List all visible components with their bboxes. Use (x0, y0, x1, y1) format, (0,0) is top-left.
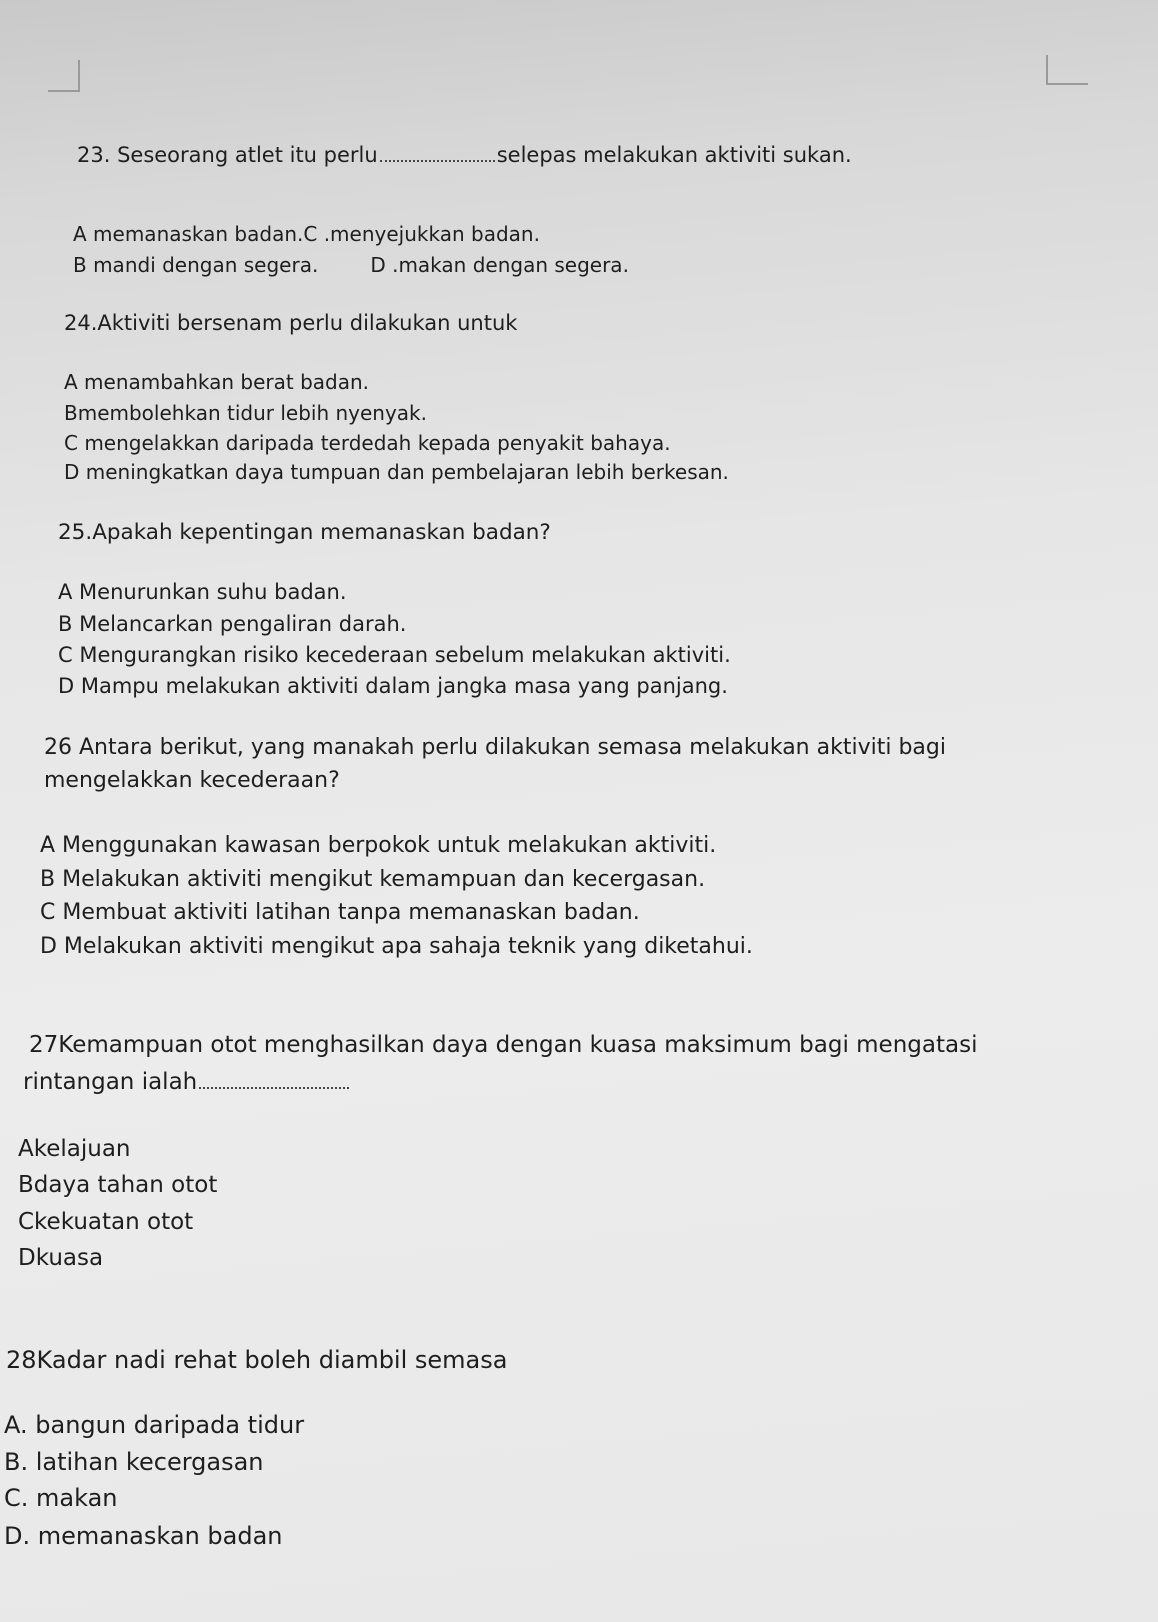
question-23-stem (77, 143, 852, 168)
question-28-option-d: D. memanaskan badan (4, 1522, 283, 1550)
question-27-option-b: Bdaya tahan otot (18, 1172, 218, 1198)
question-27-stem-line-1: 27Kemampuan otot menghasilkan daya dengan kuasa maksimum bagi mengatasi (29, 1032, 978, 1058)
question-23-stem-after: selepas melakukan aktiviti sukan. (496, 143, 852, 167)
answer-blank (199, 1087, 349, 1089)
question-23-option-a: A memanaskan badan. (73, 222, 304, 246)
question-23-stem-before: 23. Seseorang atlet itu perlu (77, 143, 378, 167)
question-25-option-a: A Menurunkan suhu badan. (58, 580, 347, 604)
question-25-option-b: B Melancarkan pengaliran darah. (58, 612, 407, 636)
question-25-stem: 25.Apakah kepentingan memanaskan badan? (58, 520, 551, 545)
question-26-option-c: C Membuat aktiviti latihan tanpa memanaskan badan. (40, 900, 640, 925)
question-27-stem-line-2 (23, 1069, 351, 1097)
question-26-option-d: D Melakukan aktiviti mengikut apa sahaja teknik yang diketahui. (40, 934, 753, 959)
question-24-option-a: A menambahkan berat badan. (64, 370, 369, 394)
question-27-option-d: Dkuasa (18, 1245, 104, 1271)
question-23-options-row-2 (73, 253, 629, 277)
question-23-option-b: B mandi dengan segera. (73, 253, 319, 277)
question-28-stem: 28Kadar nadi rehat boleh diambil semasa (6, 1346, 508, 1374)
question-25-option-c: C Mengurangkan risiko kecederaan sebelum melakukan aktiviti. (58, 643, 731, 667)
question-26-option-a: A Menggunakan kawasan berpokok untuk melakukan aktiviti. (40, 833, 717, 858)
question-23-options-row-1 (73, 222, 540, 246)
question-28-option-a: A. bangun daripada tidur (4, 1411, 305, 1439)
question-28-option-c: C. makan (4, 1484, 118, 1512)
question-27-option-a: Akelajuan (18, 1136, 131, 1162)
question-26-stem-line-2: mengelakkan kecederaan? (44, 768, 340, 793)
question-26-stem-line-1: 26 Antara berikut, yang manakah perlu dilakukan semasa melakukan aktiviti bagi (44, 735, 946, 760)
question-26-option-b: B Melakukan aktiviti mengikut kemampuan dan kecergasan. (40, 867, 706, 892)
question-24-option-d: D meningkatkan daya tumpuan dan pembelajaran lebih berkesan. (64, 460, 729, 484)
page-corner-mark-left (48, 60, 80, 92)
question-24-option-c: C mengelakkan daripada terdedah kepada penyakit bahaya. (64, 431, 671, 455)
question-27-stem-line-2-text: rintangan ialah (23, 1069, 198, 1095)
question-23-option-c: C .menyejukkan badan. (303, 222, 540, 246)
question-28-option-b: B. latihan kecergasan (4, 1448, 264, 1476)
question-24-option-b: Bmembolehkan tidur lebih nyenyak. (64, 401, 427, 425)
question-24-stem: 24.Aktiviti bersenam perlu dilakukan untuk (64, 311, 518, 335)
question-23-option-d: D .makan dengan segera. (370, 253, 629, 277)
question-27-option-c: Ckekuatan otot (18, 1209, 194, 1235)
page-corner-mark-right (1046, 55, 1088, 85)
answer-blank (380, 160, 495, 162)
question-25-option-d: D Mampu melakukan aktiviti dalam jangka masa yang panjang. (58, 674, 728, 698)
